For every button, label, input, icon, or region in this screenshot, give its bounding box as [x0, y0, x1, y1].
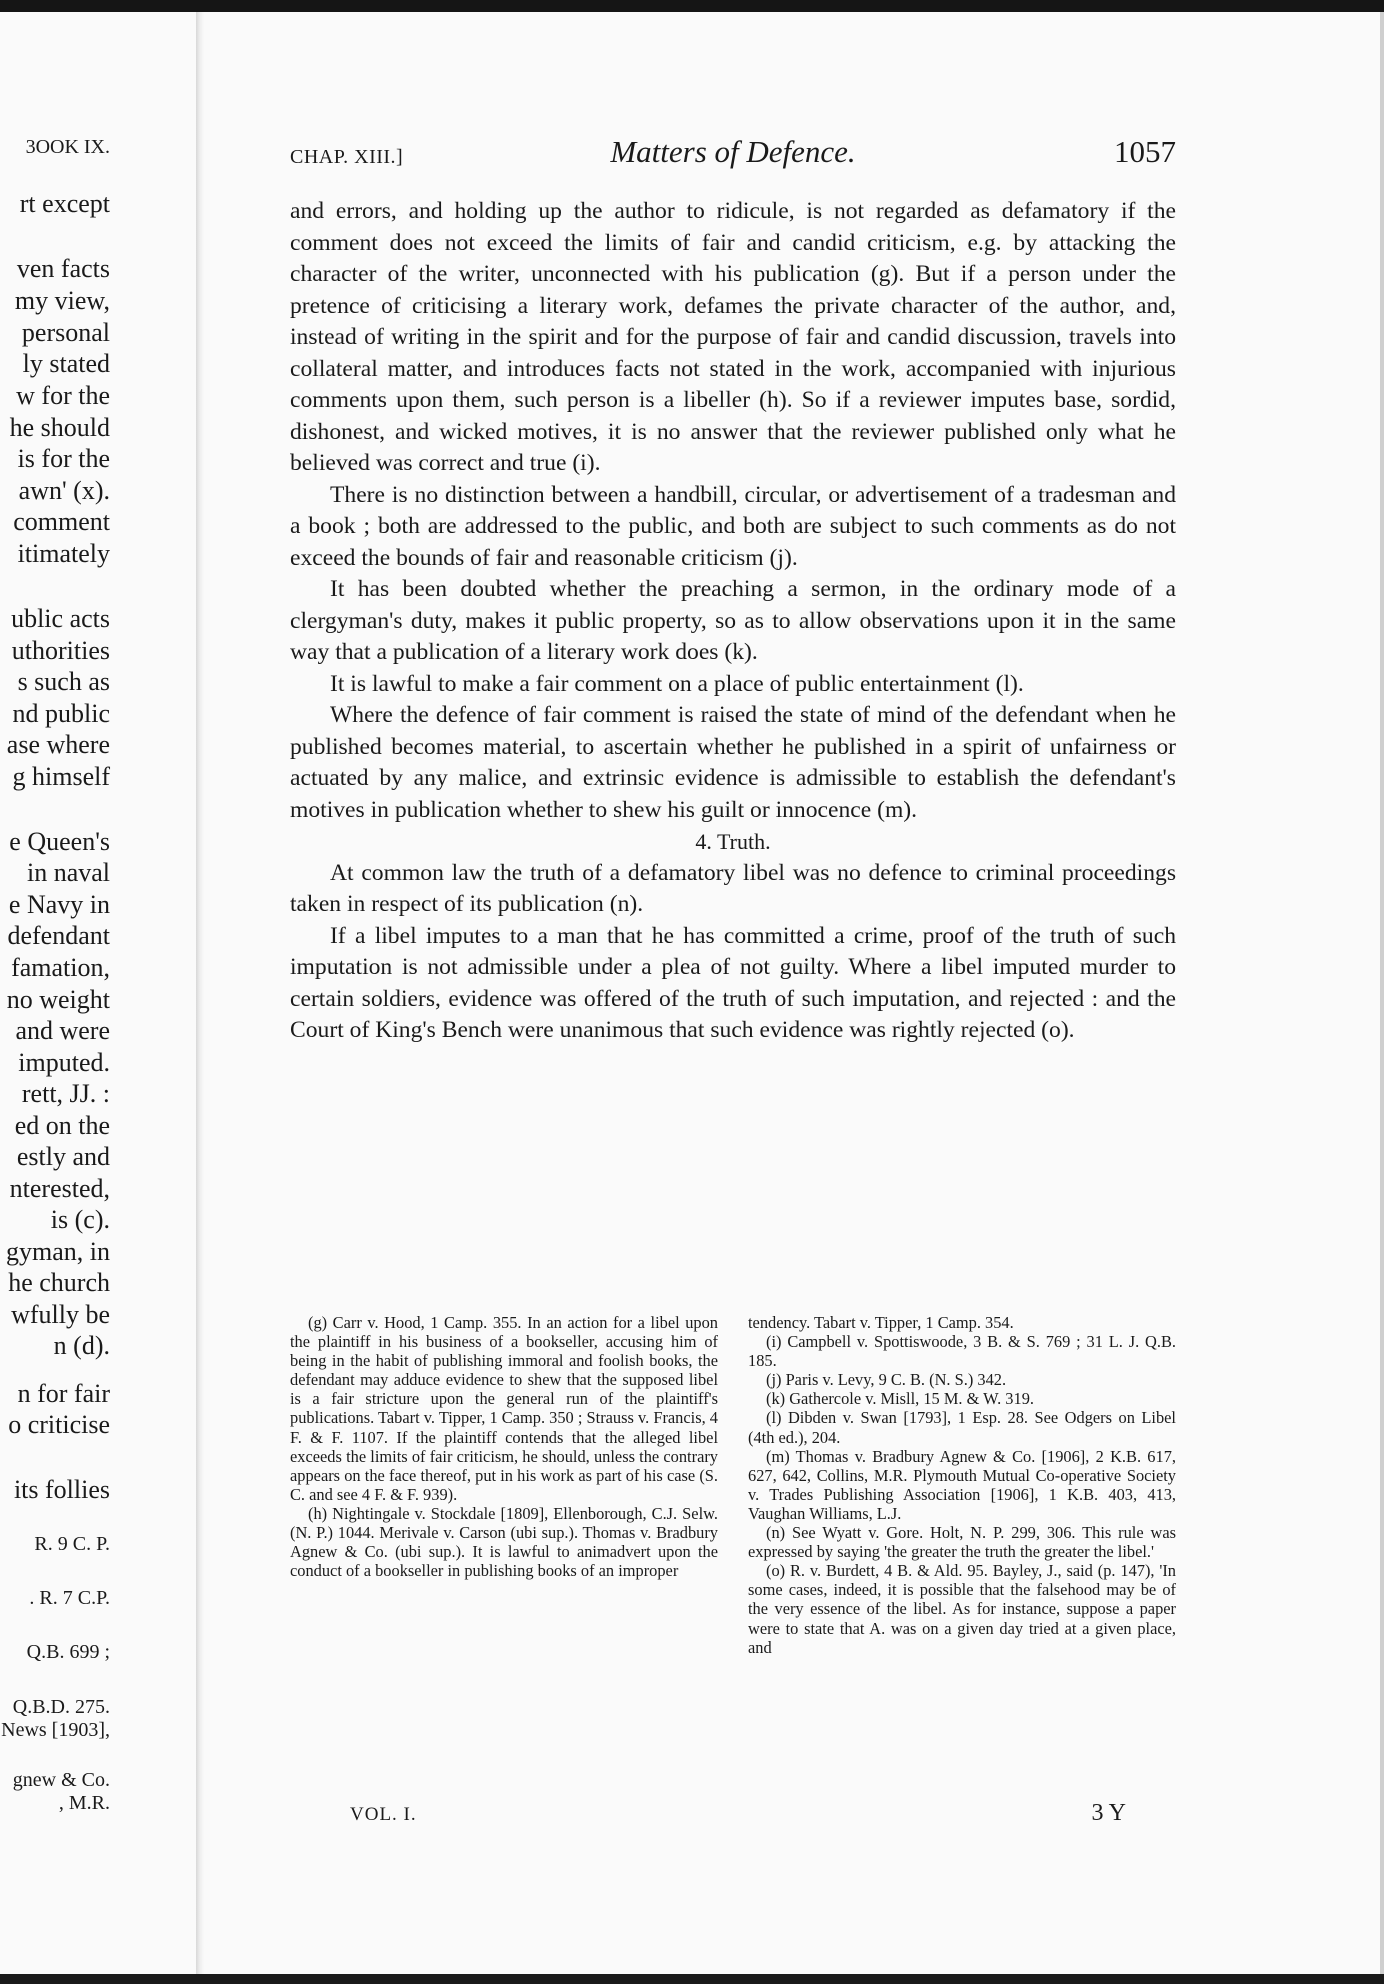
facing-page-line: wfully be — [11, 1300, 110, 1329]
facing-page-line: uthorities — [11, 636, 110, 665]
facing-page-line: he church — [8, 1268, 110, 1297]
facing-page-line: Q.B.D. 275. — [12, 1696, 110, 1718]
facing-page-line: rett, JJ. : — [21, 1079, 110, 1108]
facing-page-line: awn' (x). — [18, 476, 110, 505]
facing-page-line: ed on the — [14, 1111, 110, 1140]
facing-page-line: he should — [9, 413, 110, 442]
footnotes-left-column — [290, 1313, 718, 1657]
footnote: (g) Carr v. Hood, 1 Camp. 355. In an action for a libel upon the plaintiff in his business of a bookseller, accusing him of being in the habit of publishing immoral and foolish books, the defendant may adduce evidence to shew that the supposed libel is a fair stricture upon the general run of the plaintiff's publications. Tabart v. Tipper, 1 Camp. 350 ; Strauss v. Francis, 4 F. & F. 1107. If the plaintiff contends that the alleged libel exceeds the limits of fair criticism, he should, unless the contrary appears on the face thereof, put in his work as part of his case (S. C. and see 4 F. & F. 939). — [290, 1313, 718, 1504]
facing-page-line: s such as — [17, 667, 110, 696]
facing-page-line: its follies — [13, 1475, 110, 1504]
facing-page-line: estly and — [16, 1142, 110, 1171]
footnote: (o) R. v. Burdett, 4 B. & Ald. 95. Bayley, J., said (p. 147), 'In some cases, indeed, it is possible that the falsehood may be of the very essence of the libel. As for instance, suppose a paper were to state that A. was on a given day tried at a given place, and — [748, 1561, 1176, 1657]
footnote: (i) Campbell v. Spottiswoode, 3 B. & S. 769 ; 31 L. J. Q.B. 185. — [748, 1332, 1176, 1371]
page-title: Matters of Defence. — [610, 134, 856, 169]
scan-top-border — [0, 0, 1384, 12]
page-footer — [290, 1800, 1176, 1830]
facing-page-line: imputed. — [18, 1048, 110, 1077]
facing-page-line: n (d). — [53, 1331, 110, 1360]
body-paragraph: and errors, and holding up the author to ridicule, is not regarded as defamatory if the comment does not exceed the limits of fair and candid criticism, e.g. by attacking the character of the writer, unconnected with his publication (g). But if a person under the pretence of criticising a literary work, defames the private character of the author, and, instead of writing in the spirit and for the purpose of fair and candid discussion, travels into collateral matter, and introduces facts not stated in the work, accompanied with injurious comments upon them, such person is a libeller (h). So if a reviewer imputes base, sordid, dishonest, and wicked motives, it is no answer that the reviewer published only what he believed was correct and true (i). — [290, 198, 1176, 476]
body-paragraph: At common law the truth of a defamatory libel was no defence to criminal proceedings taken in respect of its publication (n). — [290, 859, 1176, 917]
facing-page-line: famation, — [11, 953, 110, 982]
facing-page-line: e Navy in — [8, 890, 110, 919]
facing-page-line: itimately — [17, 539, 110, 568]
body-paragraph: If a libel imputes to a man that he has committed a crime, proof of the truth of such imputation is not admissible under a plea of not guilty. Where a libel imputed murder to certain soldiers, evidence was offered of the truth of such imputation, and rejected : and the Court of King's Bench were unanimous that such evidence was rightly rejected (o). — [290, 922, 1176, 1043]
footnotes — [290, 1313, 1176, 1657]
body-paragraph: It is lawful to make a fair comment on a place of public entertainment (l). — [330, 670, 1024, 697]
facing-page-line: n for fair — [17, 1379, 110, 1408]
footnote: (m) Thomas v. Bradbury Agnew & Co. [1906], 2 K.B. 617, 627, 642, Collins, M.R. Plymouth Mutual Co-operative Society v. Trades Publishing Association [1906], 1 K.B. 403, 413, Vaughan Williams, L.J. — [748, 1446, 1176, 1523]
facing-page-line: 3OOK IX. — [25, 136, 110, 158]
main-text — [290, 196, 1176, 1047]
facing-page-line: and were — [15, 1016, 110, 1045]
facing-page-line: in naval — [26, 858, 110, 887]
facing-page-line: nd public — [12, 699, 110, 728]
footnote: tendency. Tabart v. Tipper, 1 Camp. 354. — [748, 1313, 1014, 1332]
facing-page-line: gnew & Co. — [12, 1769, 110, 1791]
footnote: (h) Nightingale v. Stockdale [1809], Ellenborough, C.J. Selw. (N. P.) 1044. Merivale v. Carson (ubi sup.). Thomas v. Bradbury Agnew & Co. (ubi sup.). It is lawful to animadvert upon the conduct of a bookseller in publishing books of an improper — [290, 1503, 718, 1581]
body-paragraph: There is no distinction between a handbill, circular, or advertisement of a tradesman and a book ; both are addressed to the public, and both are subject to such comments as do not exceed the bounds of fair and reasonable criticism (j). — [290, 481, 1176, 571]
facing-page-line: g himself — [12, 762, 110, 791]
footnote: (l) Dibden v. Swan [1793], 1 Esp. 28. See Odgers on Libel (4th ed.), 204. — [748, 1408, 1176, 1447]
facing-page-fragment — [0, 0, 196, 1974]
footnote: (j) Paris v. Levy, 9 C. B. (N. S.) 342. — [766, 1370, 1007, 1390]
facing-page-line: w for the — [16, 381, 110, 410]
facing-page-line: e Queen's — [9, 827, 110, 856]
footnote: (k) Gathercole v. Misll, 15 M. & W. 319. — [766, 1389, 1034, 1409]
facing-page-line: nterested, — [9, 1174, 110, 1203]
running-header — [290, 134, 1176, 178]
facing-page-line: is (c). — [50, 1205, 110, 1234]
section-heading: 4. Truth. — [695, 829, 771, 854]
chapter-label: CHAP. XIII.] — [290, 146, 404, 168]
facing-page-line: gyman, in — [6, 1237, 110, 1266]
footnotes-right-column — [748, 1313, 1176, 1657]
page-number: 1057 — [1114, 134, 1176, 169]
facing-page-line: ly stated — [22, 349, 110, 378]
facing-page-line: News [1903], — [1, 1719, 110, 1741]
facing-page-line: ven facts — [16, 254, 110, 283]
facing-page-line: no weight — [6, 985, 110, 1014]
scan-right-edge — [1380, 12, 1384, 1974]
facing-page-line: personal — [21, 318, 110, 347]
volume-label: VOL. I. — [350, 1804, 417, 1825]
facing-page-line: is for the — [17, 444, 110, 473]
facing-page-line: my view, — [14, 286, 110, 315]
body-paragraph: Where the defence of fair comment is raised the state of mind of the defendant when he published becomes material, to ascertain whether he published in a spirit of unfairness or actuated by any malice, and extrinsic evidence is admissible to establish the defendant's motives in publication whether to shew his guilt or innocence (m). — [290, 702, 1176, 823]
facing-page-line: ublic acts — [11, 604, 110, 633]
body-paragraph: It has been doubted whether the preaching a sermon, in the ordinary mode of a clergyman's duty, makes it public property, so as to allow observations upon it in the same way that a publication of a literary work does (k). — [290, 576, 1176, 665]
page-gutter-shadow — [196, 12, 204, 1974]
facing-page-line: , M.R. — [58, 1792, 110, 1814]
facing-page-line: rt except — [19, 189, 110, 218]
footnote: (n) See Wyatt v. Gore. Holt, N. P. 299, 306. This rule was expressed by saying 'the greater the truth the greater the libel.' — [748, 1523, 1176, 1562]
facing-page-line: R. 9 C. P. — [34, 1533, 110, 1555]
scan-bottom-border — [0, 1974, 1384, 1984]
facing-page-line: Q.B. 699 ; — [26, 1641, 110, 1663]
facing-page-line: o criticise — [8, 1410, 110, 1439]
facing-page-line: ase where — [6, 730, 110, 759]
facing-page-line: defendant — [7, 921, 110, 950]
facing-page-line: comment — [13, 507, 110, 536]
facing-page-line: . R. 7 C.P. — [29, 1587, 110, 1609]
signature-mark: 3 Y — [1091, 1800, 1126, 1826]
